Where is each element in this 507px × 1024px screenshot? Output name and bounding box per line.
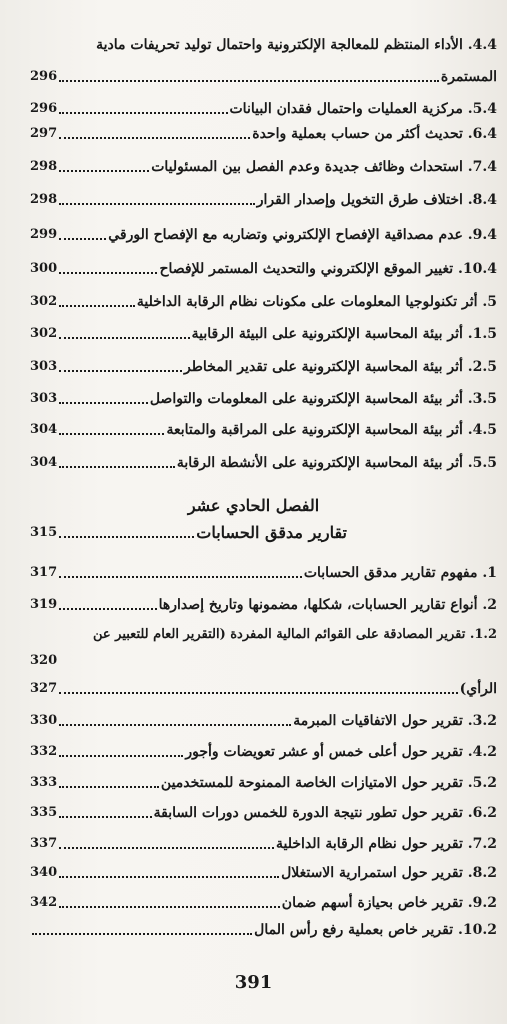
toc-page-number: 335 xyxy=(30,805,58,820)
toc-entry xyxy=(30,285,497,311)
toc-entry xyxy=(30,766,497,792)
toc-entry xyxy=(30,218,497,244)
toc-page-number: 304 xyxy=(30,422,58,437)
leader-dots xyxy=(59,688,458,694)
toc-entry-text: 4.5. أثر بيئة المحاسبة الإلكترونية على المراقبة والمتابعة xyxy=(166,422,497,438)
toc-entry xyxy=(30,796,497,822)
toc-entry-text: 5.5. أثر بيئة المحاسبة الإلكترونية على الأنشطة الرقابة xyxy=(176,455,497,471)
toc-entry-text: 8.2. تقرير حول استمرارية الاستغلال xyxy=(281,865,497,881)
toc-page-number: 298 xyxy=(30,192,58,207)
toc-entry xyxy=(30,556,497,582)
toc-entry-text: 6.2. تقرير حول تطور نتيجة الدورة للخمس دورات السابقة xyxy=(153,805,497,821)
leader-dots xyxy=(59,902,280,908)
toc-page-number: 296 xyxy=(30,69,58,84)
toc-entry xyxy=(30,913,497,939)
toc-page-number: 297 xyxy=(30,126,58,141)
toc-page-number: 342 xyxy=(30,895,58,910)
toc-entry xyxy=(30,382,497,408)
toc-entry xyxy=(30,618,497,644)
leader-dots xyxy=(59,462,175,468)
toc-entry-text: 9.4. عدم مصداقية الإفصاح الإلكتروني وتضاربه مع الإفصاح الورقي xyxy=(108,227,497,243)
toc-entry xyxy=(30,886,497,912)
page-number: 391 xyxy=(234,972,273,993)
toc-entry-text: 1.5. أثر بيئة المحاسبة الإلكترونية على البيئة الرقابية xyxy=(191,326,497,342)
toc-entry xyxy=(30,252,497,278)
toc-entry-text: 2.5. أثر بيئة المحاسبة الإلكترونية على تقدير المخاطر xyxy=(184,359,497,375)
toc-entry-text: الرأي) xyxy=(459,681,497,697)
toc-page-number: 303 xyxy=(30,359,58,374)
leader-dots xyxy=(59,532,194,538)
toc-page-number: 303 xyxy=(30,391,58,406)
leader-dots xyxy=(59,333,189,339)
leader-dots xyxy=(59,366,182,372)
leader-dots xyxy=(59,429,164,435)
leader-dots xyxy=(59,108,227,114)
leader-dots xyxy=(59,398,148,404)
leader-dots xyxy=(59,199,255,205)
toc-page-number: 330 xyxy=(30,713,58,728)
toc-page-number: 302 xyxy=(30,294,58,309)
toc-entry-text: 5.2. تقرير حول الامتيازات الخاصة الممنوحة للمستخدمين xyxy=(160,775,497,791)
toc-entry-text: 3.2. تقرير حول الاتفاقيات المبرمة xyxy=(293,713,497,729)
toc-entry xyxy=(30,672,497,698)
toc-page-number: 332 xyxy=(30,744,58,759)
leader-dots xyxy=(59,133,250,139)
leader-dots xyxy=(59,782,159,788)
toc-page-number: 300 xyxy=(30,261,58,276)
leader-dots xyxy=(59,234,106,240)
toc-entry xyxy=(30,60,497,86)
toc-entry xyxy=(30,350,497,376)
toc-page-number: 327 xyxy=(30,681,58,696)
toc-entry xyxy=(30,856,497,882)
toc-entry-text: 4.4. الأداء المنتظم للمعالجة الإلكترونية واحتمال توليد تحريفات مادية xyxy=(96,37,497,53)
toc-page-number: 340 xyxy=(30,865,58,880)
toc-entry xyxy=(30,117,497,143)
toc-entry-text: 1.2. تقرير المصادقة على القوائم المالية المفردة (التقرير العام للتعبير عن xyxy=(92,627,497,642)
leader-dots xyxy=(59,751,183,757)
leader-dots xyxy=(59,812,152,818)
leader-dots xyxy=(59,604,156,610)
toc-entry xyxy=(30,413,497,439)
leader-dots xyxy=(59,76,439,82)
toc-entry-text: 5. أثر تكنولوجيا المعلومات على مكونات نظام الرقابة الداخلية xyxy=(136,294,497,310)
toc-entry xyxy=(30,735,497,761)
toc-entry-text: 8.4. اختلاف طرق التخويل وإصدار القرار xyxy=(256,192,497,208)
toc-page-number: 315 xyxy=(30,525,58,540)
toc-page-number: 317 xyxy=(30,565,58,580)
toc-entry xyxy=(30,446,497,472)
toc-entry xyxy=(30,644,497,670)
leader-dots xyxy=(59,720,291,726)
toc-entry xyxy=(30,92,497,118)
toc-entry-text: 2. أنواع تقارير الحسابات، شكلها، مضمونها وتاريخ إصدارها xyxy=(158,597,497,613)
toc-entry-text: 4.2. تقرير حول أعلى خمس أو عشر تعويضات وأجور xyxy=(185,744,497,760)
toc-entry-text: 7.4. استحداث وظائف جديدة وعدم الفصل بين المسئوليات xyxy=(151,159,497,175)
toc-entry-text: 1. مفهوم تقارير مدقق الحسابات xyxy=(303,565,497,581)
toc-entry xyxy=(30,150,497,176)
toc-page-number: 302 xyxy=(30,326,58,341)
toc-page-number: 337 xyxy=(30,836,58,851)
chapter-label: الفصل الحادي عشر xyxy=(187,496,320,515)
toc-page-number: 319 xyxy=(30,597,58,612)
toc-entry-text: 3.5. أثر بيئة المحاسبة الإلكترونية على المعلومات والتواصل xyxy=(149,391,497,407)
toc-page-number: 296 xyxy=(30,101,58,116)
toc-entry xyxy=(30,317,497,343)
toc-entry-text: المستمرة xyxy=(440,69,497,85)
leader-dots xyxy=(32,929,252,935)
toc-entry xyxy=(30,827,497,853)
leader-dots xyxy=(59,268,157,274)
toc-entry xyxy=(30,588,497,614)
toc-page-number: 304 xyxy=(30,455,58,470)
toc-entry-text: 9.2. تقرير خاص بحيازة أسهم ضمان xyxy=(281,895,497,911)
toc-entry xyxy=(30,704,497,730)
leader-dots xyxy=(59,572,302,578)
toc-entry xyxy=(30,183,497,209)
leader-dots xyxy=(59,872,279,878)
toc-entry-text: 7.2. تقرير حول نظام الرقابة الداخلية xyxy=(276,836,497,852)
toc-entry-text: 10.2. تقرير خاص بعملية رفع رأس المال xyxy=(254,922,497,938)
chapter-title: تقارير مدقق الحسابات xyxy=(196,523,347,542)
leader-dots xyxy=(59,301,135,307)
chapter-title-row xyxy=(30,516,497,542)
toc-page-number: 320 xyxy=(30,653,58,668)
toc-page-number: 298 xyxy=(30,159,58,174)
toc-page-number: 299 xyxy=(30,227,58,242)
toc-page-number: 333 xyxy=(30,775,58,790)
toc-entry-text: 6.4. تحديث أكثر من حساب بعملية واحدة xyxy=(252,126,497,142)
leader-dots xyxy=(59,843,274,849)
toc-entry-text: 10.4. تغيير الموقع الإلكتروني والتحديث المستمر للإفصاح xyxy=(159,261,497,277)
toc-entry-text: 5.4. مركزية العمليات واحتمال فقدان البيانات xyxy=(229,101,497,117)
leader-dots xyxy=(59,166,149,172)
toc-entry xyxy=(30,28,497,54)
